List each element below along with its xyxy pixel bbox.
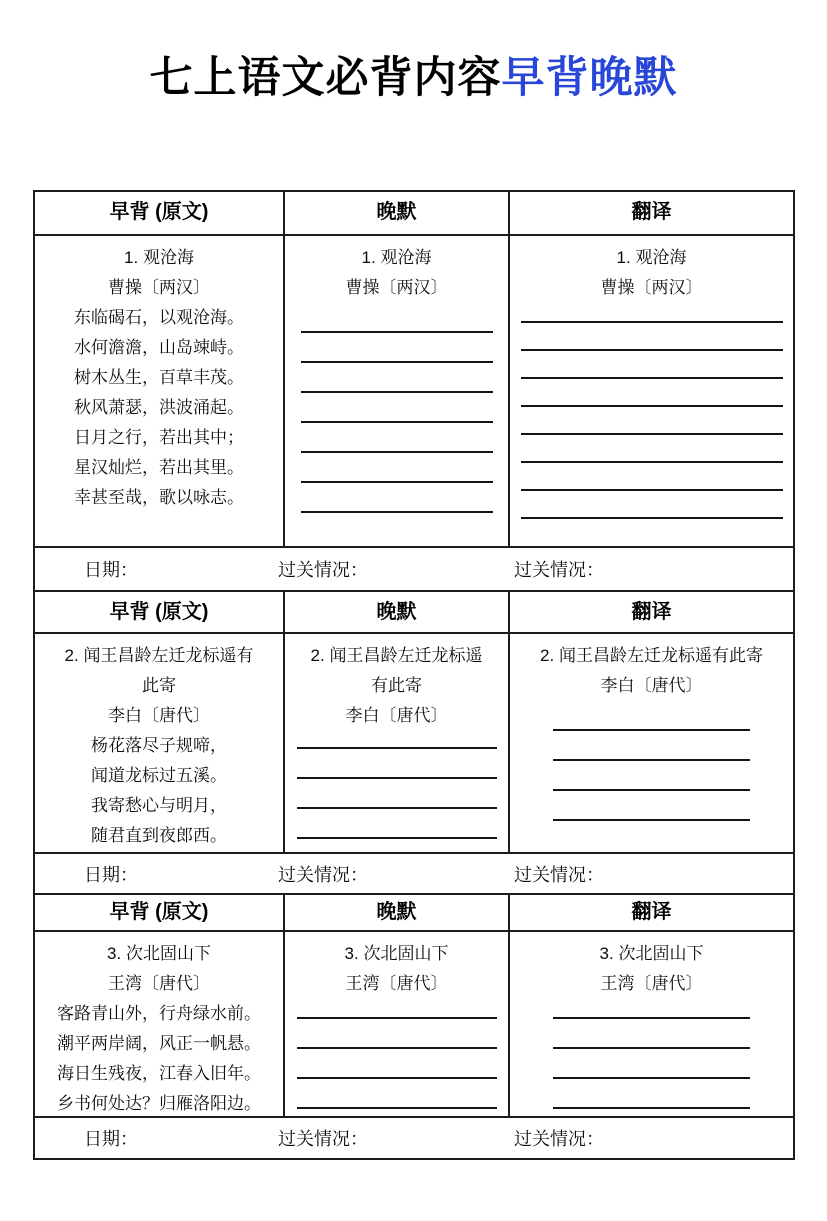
poem-title: 3. 次北固山下 xyxy=(599,944,704,963)
blank-answer-line xyxy=(521,377,783,379)
dictation-cell xyxy=(283,932,508,1116)
blank-answer-line xyxy=(301,481,493,483)
page-title-highlight: 早背晚默 xyxy=(501,55,678,102)
poem-line: 随君直到夜郎西。 xyxy=(91,826,227,845)
translation-blank-lines xyxy=(510,1017,793,1109)
blank-answer-line xyxy=(301,361,493,363)
poem-title: 2. 闻王昌龄左迁龙标遥有此寄 xyxy=(310,646,483,695)
dictation-blank-lines xyxy=(285,331,508,513)
column-header-recite: 早背 (原文) xyxy=(109,201,209,223)
blank-answer-line xyxy=(297,777,497,779)
poem-title: 2. 闻王昌龄左迁龙标遥有此寄 xyxy=(64,646,254,695)
dictation-cell xyxy=(283,634,508,852)
blank-answer-line xyxy=(553,819,750,821)
blank-answer-line xyxy=(553,759,750,761)
blank-answer-line xyxy=(301,511,493,513)
translation-cell xyxy=(508,236,793,546)
recite-cell xyxy=(35,634,283,852)
column-header-recite: 早背 (原文) xyxy=(109,901,209,923)
blank-answer-line xyxy=(297,807,497,809)
poem-line: 星汉灿烂，若出其里。 xyxy=(74,458,244,477)
blank-answer-line xyxy=(301,421,493,423)
dictation-blank-lines xyxy=(285,1017,508,1109)
date-label: 日期： xyxy=(84,1129,138,1149)
blank-answer-line xyxy=(553,1107,750,1109)
poem-line: 乡书何处达？归雁洛阳边。 xyxy=(57,1094,261,1113)
poem-content-row xyxy=(35,234,793,546)
poem-section-2 xyxy=(35,590,793,893)
blank-answer-line xyxy=(297,1017,497,1019)
blank-answer-line xyxy=(521,461,783,463)
poem-line: 日月之行，若出其中； xyxy=(74,428,244,447)
blank-answer-line xyxy=(553,789,750,791)
poem-line: 闻道龙标过五溪。 xyxy=(91,766,227,785)
pass-status-label: 过关情况： xyxy=(278,1129,368,1149)
translation-cell xyxy=(508,634,793,852)
poem-section-3 xyxy=(35,893,793,1158)
page-title xyxy=(0,52,827,106)
blank-answer-line xyxy=(521,433,783,435)
translation-blank-lines xyxy=(510,321,793,519)
poem-title: 1. 观沧海 xyxy=(124,248,194,267)
section-footer-row xyxy=(35,1116,793,1158)
column-header-translation: 翻译 xyxy=(508,192,793,234)
blank-answer-line xyxy=(297,1047,497,1049)
blank-answer-line xyxy=(553,729,750,731)
blank-answer-line xyxy=(521,405,783,407)
column-header-dictation: 晚默 xyxy=(283,192,508,234)
dictation-cell xyxy=(283,236,508,546)
poem-author: 李白〔唐代〕 xyxy=(600,676,703,695)
blank-answer-line xyxy=(297,747,497,749)
poem-author: 曹操〔两汉〕 xyxy=(345,278,448,297)
poem-line: 幸甚至哉，歌以咏志。 xyxy=(74,488,244,507)
column-header-translation: 翻译 xyxy=(508,592,793,632)
poem-title: 1. 观沧海 xyxy=(616,248,687,267)
blank-answer-line xyxy=(521,321,783,323)
poem-title: 2. 闻王昌龄左迁龙标遥有此寄 xyxy=(540,646,763,665)
blank-answer-line xyxy=(521,489,783,491)
poem-line: 杨花落尽子规啼， xyxy=(91,736,227,755)
pass-status-label: 过关情况： xyxy=(278,864,368,885)
poem-line: 树木丛生，百草丰茂。 xyxy=(74,368,244,387)
column-header-row xyxy=(35,192,793,234)
pass-status-label: 过关情况： xyxy=(514,560,604,580)
poem-line: 水何澹澹，山岛竦峙。 xyxy=(74,338,244,357)
blank-answer-line xyxy=(297,1107,497,1109)
poem-author: 王湾〔唐代〕 xyxy=(108,974,210,993)
blank-answer-line xyxy=(521,517,783,519)
poem-line: 秋风萧瑟，洪波涌起。 xyxy=(74,398,244,417)
blank-answer-line xyxy=(301,451,493,453)
recite-cell xyxy=(35,236,283,546)
page-title-main: 七上语文必背内容 xyxy=(149,55,502,102)
memorization-table xyxy=(33,190,795,1160)
poem-line: 我寄愁心与明月， xyxy=(91,796,227,815)
pass-status-label: 过关情况： xyxy=(278,560,368,580)
column-header-row xyxy=(35,590,793,632)
column-header-translation: 翻译 xyxy=(508,895,793,930)
recite-cell xyxy=(35,932,283,1116)
poem-line: 东临碣石，以观沧海。 xyxy=(74,308,244,327)
poem-author: 李白〔唐代〕 xyxy=(345,706,448,725)
blank-answer-line xyxy=(297,837,497,839)
column-header-dictation: 晚默 xyxy=(283,592,508,632)
poem-author: 曹操〔两汉〕 xyxy=(600,278,703,297)
poem-author: 王湾〔唐代〕 xyxy=(345,974,448,993)
poem-title: 3. 次北固山下 xyxy=(107,944,211,963)
blank-answer-line xyxy=(553,1077,750,1079)
blank-answer-line xyxy=(553,1047,750,1049)
poem-section-1 xyxy=(35,192,793,590)
poem-author: 李白〔唐代〕 xyxy=(108,706,210,725)
date-label: 日期： xyxy=(84,864,138,885)
translation-blank-lines xyxy=(510,729,793,821)
blank-answer-line xyxy=(521,349,783,351)
translation-cell xyxy=(508,932,793,1116)
poem-line: 潮平两岸阔，风正一帆悬。 xyxy=(57,1034,261,1053)
column-header-dictation: 晚默 xyxy=(283,895,508,930)
date-label: 日期： xyxy=(84,560,138,580)
poem-author: 王湾〔唐代〕 xyxy=(600,974,703,993)
poem-line: 客路青山外，行舟绿水前。 xyxy=(57,1004,261,1023)
column-header-row xyxy=(35,893,793,930)
section-footer-row xyxy=(35,546,793,590)
dictation-blank-lines xyxy=(285,747,508,839)
section-footer-row xyxy=(35,852,793,893)
column-header-recite: 早背 (原文) xyxy=(109,601,209,623)
blank-answer-line xyxy=(297,1077,497,1079)
poem-author: 曹操〔两汉〕 xyxy=(108,278,210,297)
blank-answer-line xyxy=(301,391,493,393)
poem-title: 1. 观沧海 xyxy=(361,248,432,267)
blank-answer-line xyxy=(553,1017,750,1019)
pass-status-label: 过关情况： xyxy=(514,864,604,885)
poem-content-row xyxy=(35,930,793,1116)
pass-status-label: 过关情况： xyxy=(514,1129,604,1149)
blank-answer-line xyxy=(301,331,493,333)
poem-content-row xyxy=(35,632,793,852)
poem-line: 海日生残夜，江春入旧年。 xyxy=(57,1064,261,1083)
poem-title: 3. 次北固山下 xyxy=(344,944,449,963)
